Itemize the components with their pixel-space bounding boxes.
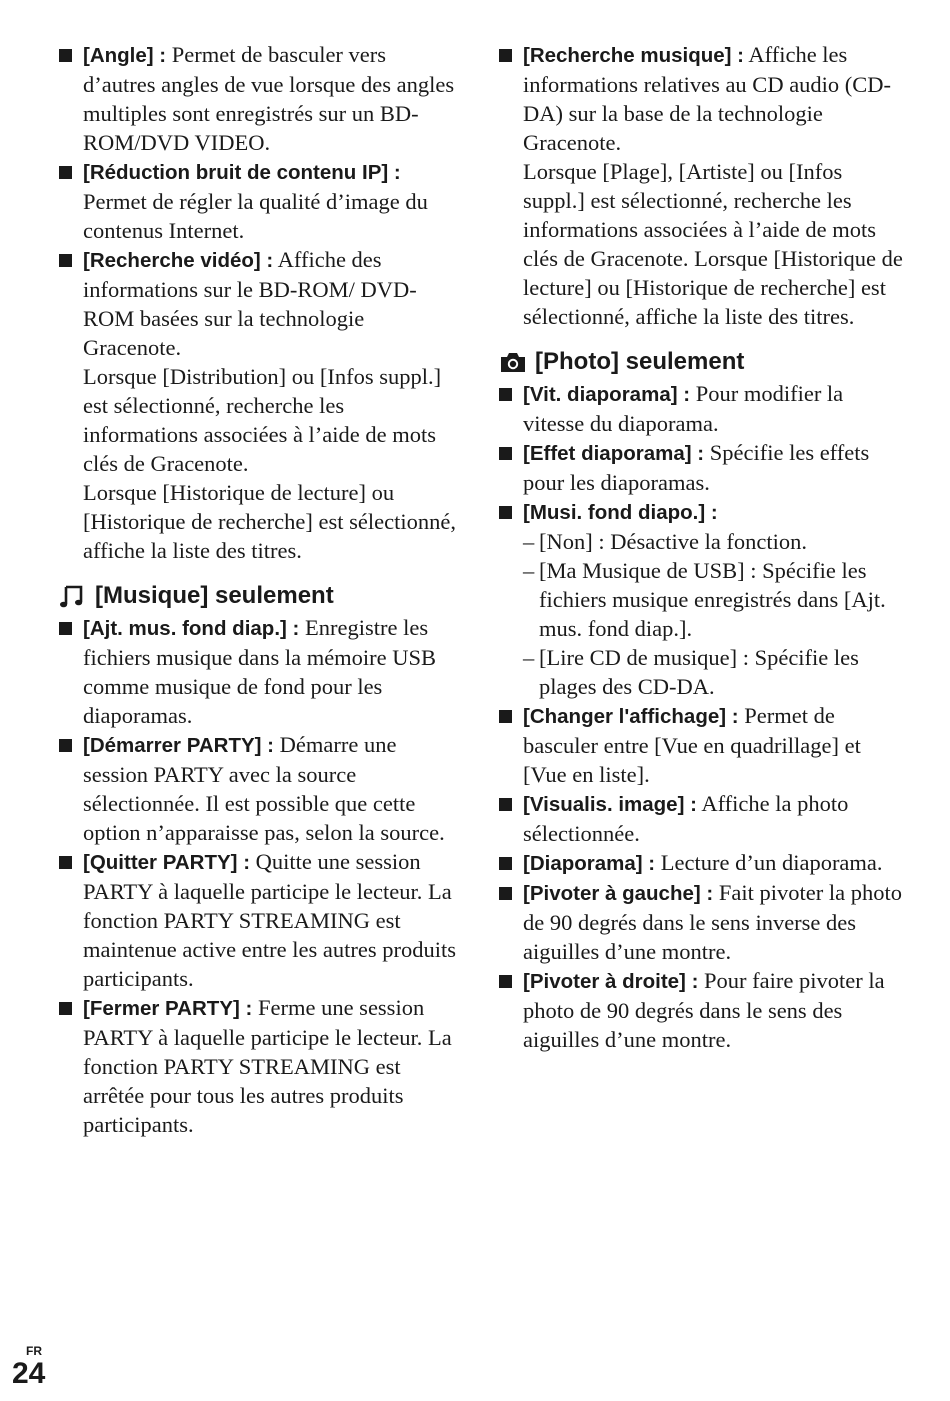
left-column: [59, 40, 459, 1139]
item-label: [Réduction bruit de contenu IP] :: [83, 161, 401, 184]
sub-option-text: [Ma Musique de USB] : Spécifie les fichiers musique enregistrés dans [Ajt. mus. fond diap.].: [539, 558, 886, 641]
item-text: Fait pivoter la photo de 90 degrés dans le sens inverse des aiguilles d’une montre.: [523, 880, 902, 964]
item-text: Enregistre les fichiers musique dans la mémoire USB comme musique de fond pour les diaporamas.: [83, 615, 437, 728]
item-paragraph: Lorsque [Plage], [Artiste] ou [Infos suppl.] est sélectionné, recherche les informations associées à l’aide de mots clés de Gracenote. Lorsque [Historique de lecture] ou [Historique de recherche] est sélectionné, affiche la liste des titres.: [523, 159, 903, 329]
bullet-icon: [499, 857, 512, 870]
item-text: Permet de régler la qualité d’image du contenus Internet.: [83, 189, 428, 243]
bullet-icon: [59, 49, 72, 62]
menu-item-close-party: [59, 993, 459, 1139]
page-number: 24: [12, 1357, 46, 1390]
item-text: Permet de basculer vers d’autres angles de vue lorsque des angles multiples sont enregistrés sur un BD-ROM/DVD VIDEO.: [83, 42, 455, 155]
dash-marker: –: [523, 645, 535, 670]
menu-item-angle: [59, 40, 459, 157]
menu-item-change-display: [499, 701, 909, 789]
item-label: [Quitter PARTY] :: [83, 851, 251, 874]
item-label: [Diaporama] :: [523, 852, 656, 875]
bullet-icon: [499, 975, 512, 988]
bullet-icon: [499, 710, 512, 723]
menu-item-view-image: [499, 789, 909, 848]
bullet-icon: [499, 887, 512, 900]
item-text: Permet de basculer entre [Vue en quadrillage] et [Vue en liste].: [523, 703, 861, 787]
bullet-icon: [59, 739, 72, 752]
item-label: [Visualis. image] :: [523, 793, 697, 816]
camera-icon: [499, 349, 525, 375]
item-label: [Recherche vidéo] :: [83, 249, 274, 272]
item-text: Spécifie les effets pour les diaporamas.: [523, 440, 870, 495]
menu-item-rotate-left: [499, 878, 909, 966]
page-footer: [12, 1344, 45, 1390]
item-label: [Pivoter à gauche] :: [523, 882, 714, 905]
item-label: [Ajt. mus. fond diap.] :: [83, 617, 300, 640]
sub-option-off: [499, 527, 909, 556]
music-note-icon: [59, 583, 85, 609]
sub-option-usb-music: [499, 556, 909, 643]
item-text: Pour faire pivoter la photo de 90 degrés dans le sens des aiguilles d’une montre.: [523, 968, 885, 1052]
item-text: Affiche des informations sur le BD-ROM/ DVD-ROM basées sur la technologie Gracenote.: [83, 247, 417, 360]
item-paragraph: Lorsque [Distribution] ou [Infos suppl.] est sélectionné, recherche les informations associées à l’aide de mots clés de Gracenote.: [83, 364, 442, 476]
menu-item-music-search: [499, 40, 909, 331]
bullet-icon: [499, 388, 512, 401]
dash-marker: –: [523, 558, 535, 583]
bullet-icon: [59, 254, 72, 267]
menu-item-slideshow-bgm: [499, 497, 909, 527]
item-label: [Angle] :: [83, 44, 167, 67]
menu-item-slideshow-speed: [499, 379, 909, 438]
right-column: [499, 40, 909, 1054]
menu-item-slideshow: [499, 848, 909, 878]
menu-item-start-party: [59, 730, 459, 847]
item-label: [Musi. fond diapo.] :: [523, 501, 718, 524]
item-text: Quitte une session PARTY à laquelle participe le lecteur. La fonction PARTY STREAMING est maintenue active entre les autres produits participants.: [83, 849, 456, 991]
section-heading-text: [Musique] seulement: [95, 582, 334, 609]
language-code: FR: [26, 1344, 42, 1358]
item-label: [Pivoter à droite] :: [523, 970, 699, 993]
bullet-icon: [499, 49, 512, 62]
item-label: [Démarrer PARTY] :: [83, 734, 274, 757]
bullet-icon: [59, 856, 72, 869]
sub-option-text: [Lire CD de musique] : Spécifie les plages des CD-DA.: [539, 645, 859, 699]
item-text: Démarre une session PARTY avec la source sélectionnée. Il est possible que cette option n’apparaisse pas, selon la source.: [83, 732, 445, 845]
item-label: [Recherche musique] :: [523, 44, 744, 67]
section-heading-text: [Photo] seulement: [535, 348, 745, 375]
item-text: Ferme une session PARTY à laquelle participe le lecteur. La fonction PARTY STREAMING est arrêtée pour tous les autres produits participants.: [83, 995, 452, 1137]
item-text: Affiche la photo sélectionnée.: [523, 791, 849, 846]
item-label: [Effet diaporama] :: [523, 442, 705, 465]
menu-item-noise-reduction: [59, 157, 459, 245]
bullet-icon: [59, 166, 72, 179]
bullet-icon: [59, 622, 72, 635]
item-paragraph: Lorsque [Historique de lecture] ou [Historique de recherche] est sélectionné, affiche la liste des titres.: [83, 480, 456, 563]
menu-item-rotate-right: [499, 966, 909, 1054]
item-text: Pour modifier la vitesse du diaporama.: [523, 381, 844, 436]
bullet-icon: [59, 1002, 72, 1015]
menu-item-leave-party: [59, 847, 459, 993]
menu-item-slideshow-effect: [499, 438, 909, 497]
dash-marker: –: [523, 529, 535, 554]
item-label: [Changer l'affichage] :: [523, 705, 739, 728]
menu-item-add-slideshow-music: [59, 613, 459, 730]
item-text: Affiche les informations relatives au CD audio (CD-DA) sur la base de la technologie Gracenote.: [523, 42, 892, 155]
item-label: [Vit. diaporama] :: [523, 383, 691, 406]
item-label: [Fermer PARTY] :: [83, 997, 253, 1020]
bullet-icon: [499, 798, 512, 811]
section-heading-music: [59, 581, 459, 611]
menu-item-video-search: [59, 245, 459, 565]
bullet-icon: [499, 506, 512, 519]
sub-option-play-cd: [499, 643, 909, 701]
sub-option-text: [Non] : Désactive la fonction.: [539, 529, 808, 554]
bullet-icon: [499, 447, 512, 460]
item-text: Lecture d’un diaporama.: [655, 850, 883, 875]
section-heading-photo: [499, 347, 909, 377]
